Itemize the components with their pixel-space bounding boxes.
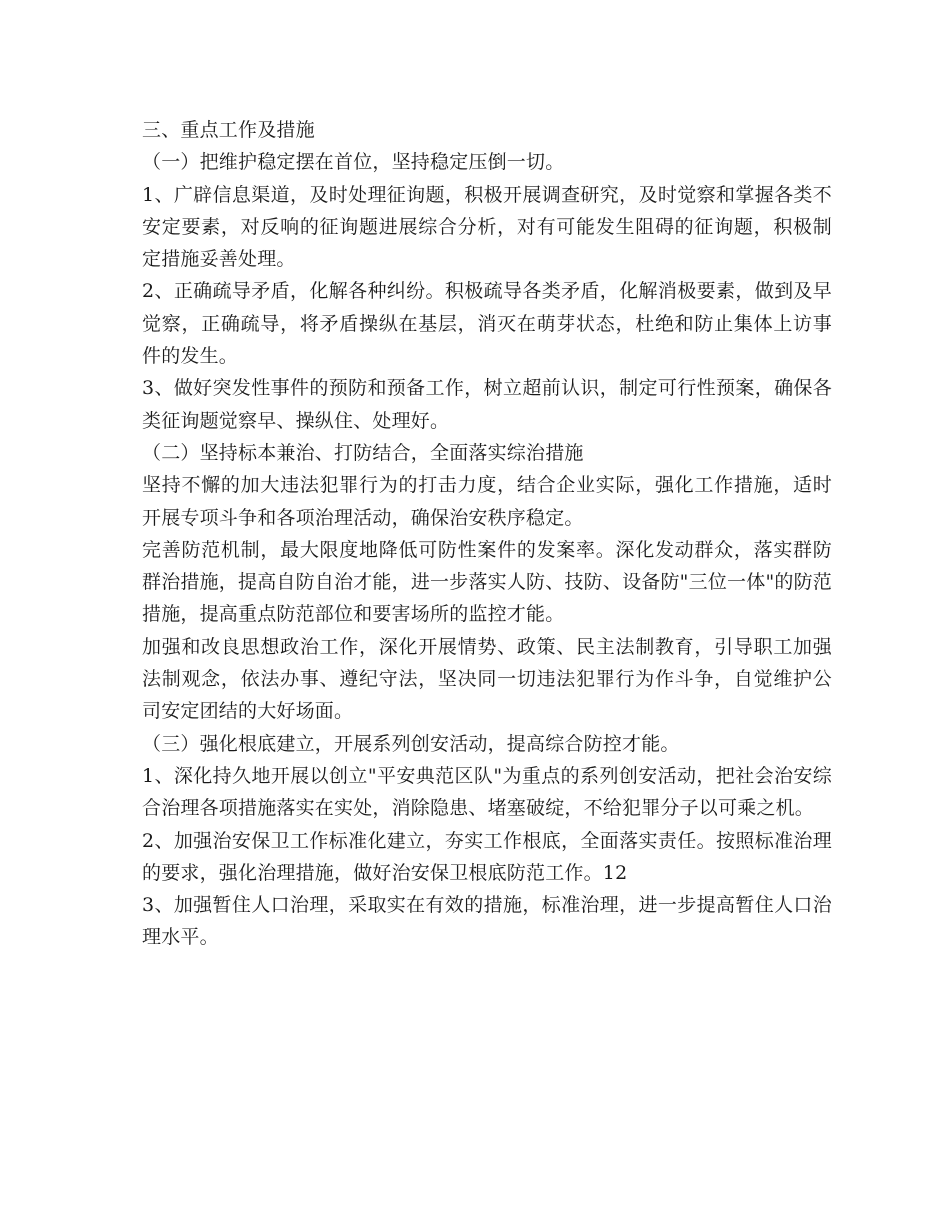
paragraph-1-1: 1、广辟信息渠道，及时处理征询题，积极开展调查研究，及时觉察和掌握各类不安定要素，对反响的征询题进展综合分析，对有可能发生阻碍的征询题，积极制定措施妥善处理。	[142, 183, 832, 271]
paragraph-1-3: 3、做好突发性事件的预防和预备工作，树立超前认识，制定可行性预案，确保各类征询题觉察早、操纵住、处理好。	[142, 377, 832, 432]
paragraph-1-2: 2、正确疏导矛盾，化解各种纠纷。积极疏导各类矛盾，化解消极要素，做到及早觉察，正确疏导，将矛盾操纵在基层，消灭在萌芽状态，杜绝和防止集体上访事件的发生。	[142, 280, 832, 368]
paragraph-3-2: 2、加强治安保卫工作标准化建立，夯实工作根底，全面落实责任。按照标准治理的要求，强化治理措施，做好治安保卫根底防范工作。12	[142, 829, 832, 884]
paragraph-2-2: 完善防范机制，最大限度地降低可防性案件的发案率。深化发动群众，落实群防群治措施，提高自防自治才能，进一步落实人防、技防、设备防"三位一体"的防范措施，提高重点防范部位和要害场所的监控才能。	[142, 538, 832, 626]
subsection-heading-2: （二）坚持标本兼治、打防结合，全面落实综治措施	[142, 441, 584, 464]
paragraph-3-3: 3、加强暂住人口治理，采取实在有效的措施，标准治理，进一步提高暂住人口治理水平。	[142, 894, 832, 949]
subsection-heading-3: （三）强化根底建立，开展系列创安活动，提高综合防控才能。	[142, 732, 680, 755]
paragraph-2-1: 坚持不懈的加大违法犯罪行为的打击力度，结合企业实际，强化工作措施，适时开展专项斗争和各项治理活动，确保治安秩序稳定。	[142, 474, 832, 529]
section-title: 三、重点工作及措施	[142, 119, 315, 141]
subsection-heading-1: （一）把维护稳定摆在首位，坚持稳定压倒一切。	[142, 151, 565, 174]
document-body	[142, 114, 832, 954]
paragraph-2-3: 加强和改良思想政治工作，深化开展情势、政策、民主法制教育，引导职工加强法制观念，依法办事、遵纪守法，坚决同一切违法犯罪行为作斗争，自觉维护公司安定团结的大好场面。	[142, 635, 832, 723]
paragraph-3-1: 1、深化持久地开展以创立"平安典范区队"为重点的系列创安活动，把社会治安综合治理各项措施落实在实处，消除隐患、堵塞破绽，不给犯罪分子以可乘之机。	[142, 764, 832, 820]
